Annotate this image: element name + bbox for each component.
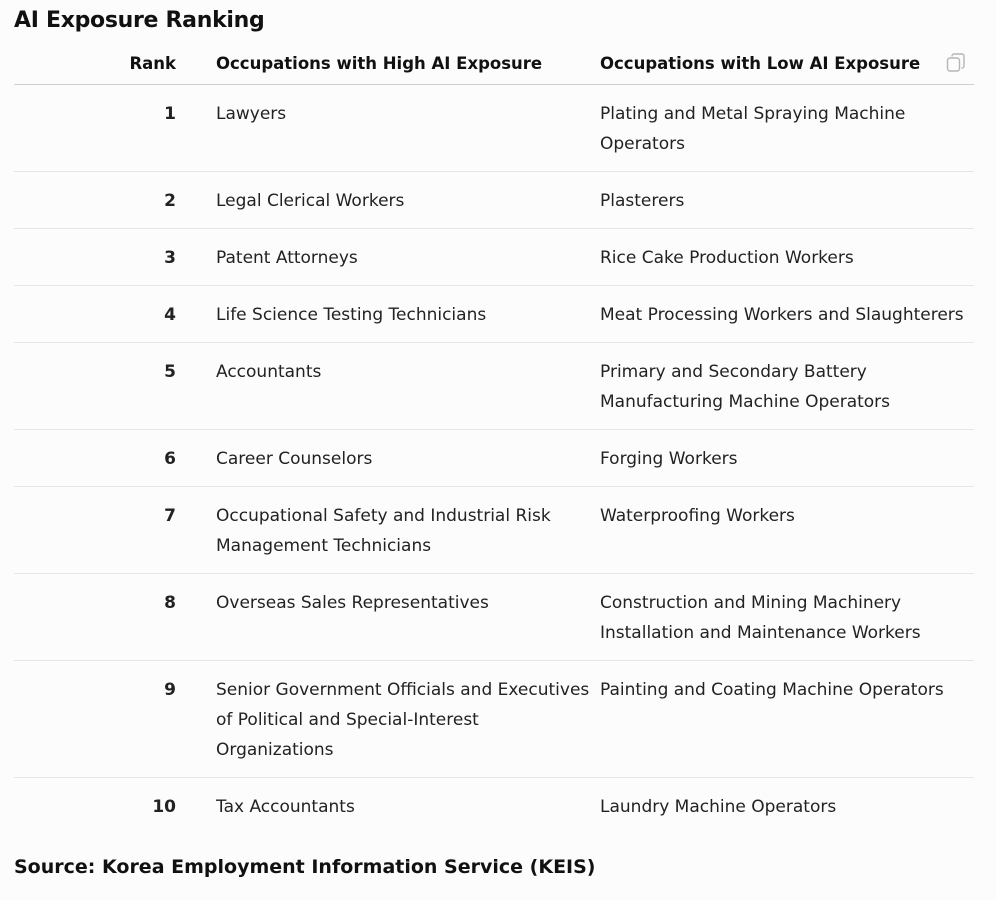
high-exposure-cell: Career Counselors: [216, 429, 592, 486]
rank-cell: 7: [14, 486, 176, 573]
table-row: [14, 84, 974, 171]
cell-gap: [176, 777, 216, 834]
cell-gap: [592, 285, 600, 342]
low-exposure-cell: Painting and Coating Machine Operators: [600, 660, 974, 777]
cell-gap: [176, 486, 216, 573]
cell-gap: [592, 429, 600, 486]
low-exposure-cell: Waterproofing Workers: [600, 486, 974, 573]
high-exposure-cell: Tax Accountants: [216, 796, 355, 817]
rank-cell: 9: [14, 660, 176, 777]
rank-cell: 5: [14, 342, 176, 429]
low-exposure-header: Occupations with Low AI Exposure: [600, 44, 974, 84]
table-row: [14, 486, 974, 573]
page-title: AI Exposure Ranking: [14, 8, 265, 33]
ranking-table: [14, 44, 974, 834]
header-gap: [176, 44, 216, 84]
table-row: [14, 429, 974, 486]
table-row: [14, 171, 974, 228]
low-exposure-cell: Forging Workers: [600, 429, 974, 486]
low-exposure-cell: Construction and Mining Machinery Installation and Maintenance Workers: [600, 573, 974, 660]
cell-gap: [176, 573, 216, 660]
low-exposure-cell: Plasterers: [600, 171, 974, 228]
cell-gap: [592, 573, 600, 660]
cell-gap: [592, 84, 600, 171]
low-exposure-cell: Laundry Machine Operators: [600, 796, 837, 817]
low-exposure-cell: Primary and Secondary Battery Manufacturing Machine Operators: [600, 342, 974, 429]
table-row: [14, 342, 974, 429]
high-exposure-cell: Legal Clerical Workers: [216, 171, 592, 228]
cell-gap: [176, 342, 216, 429]
table-row: [14, 777, 974, 834]
cell-gap: [176, 429, 216, 486]
high-exposure-cell: Lawyers: [216, 84, 592, 171]
cell-gap: [592, 342, 600, 429]
high-exposure-cell: Accountants: [216, 342, 592, 429]
source-note: Source: Korea Employment Information Service (KEIS): [14, 856, 596, 878]
table-row: [14, 573, 974, 660]
cell-gap: [176, 84, 216, 171]
cell-gap: [176, 171, 216, 228]
rank-cell: 6: [14, 429, 176, 486]
high-exposure-cell: Patent Attorneys: [216, 228, 592, 285]
rank-cell: 10: [152, 796, 176, 817]
header-gap: [592, 44, 600, 84]
cell-gap: [176, 285, 216, 342]
high-exposure-cell: Senior Government Officials and Executives of Political and Special-Interest Organizations: [216, 660, 592, 777]
table-header-row: [14, 44, 974, 84]
rank-header: Rank: [14, 44, 176, 84]
low-exposure-cell: Rice Cake Production Workers: [600, 228, 974, 285]
high-exposure-header: Occupations with High AI Exposure: [216, 44, 592, 84]
cell-gap: [176, 660, 216, 777]
low-exposure-cell: Plating and Metal Spraying Machine Operators: [600, 84, 974, 171]
cell-gap: [592, 228, 600, 285]
table-row: [14, 285, 974, 342]
rank-cell: 3: [14, 228, 176, 285]
rank-cell: 2: [14, 171, 176, 228]
rank-cell: 1: [14, 84, 176, 171]
cell-gap: [592, 777, 600, 834]
low-exposure-cell: Meat Processing Workers and Slaughterers: [600, 285, 974, 342]
cell-gap: [592, 486, 600, 573]
high-exposure-cell: Occupational Safety and Industrial Risk Management Technicians: [216, 486, 592, 573]
table-row: [14, 228, 974, 285]
high-exposure-cell: Life Science Testing Technicians: [216, 285, 592, 342]
rank-cell: 8: [14, 573, 176, 660]
cell-gap: [592, 171, 600, 228]
high-exposure-cell: Overseas Sales Representatives: [216, 573, 592, 660]
rank-cell: 4: [14, 285, 176, 342]
cell-gap: [176, 228, 216, 285]
table-row: [14, 660, 974, 777]
cell-gap: [592, 660, 600, 777]
